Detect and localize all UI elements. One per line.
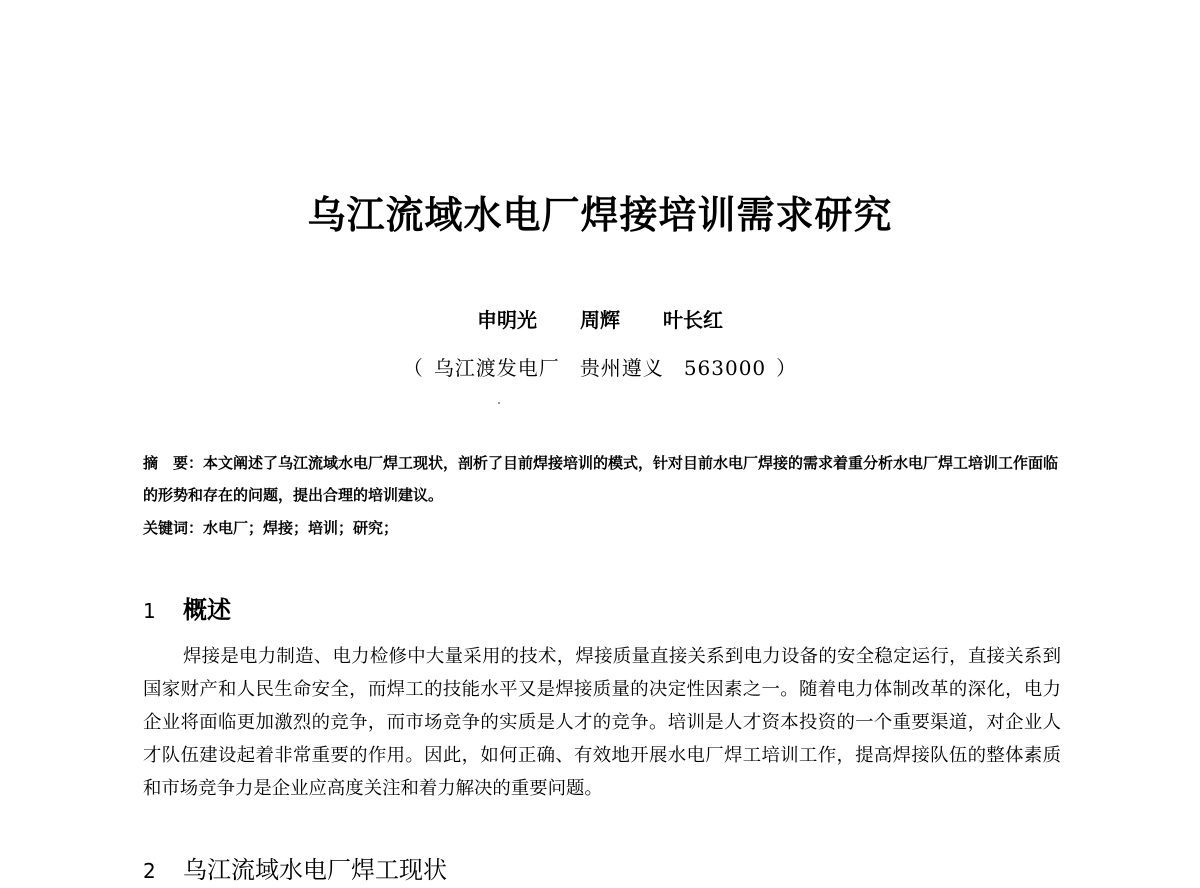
affiliation-org: 乌江渡发电厂	[433, 356, 560, 380]
abstract-text: 本文阐述了乌江流域水电厂焊工现状，剖析了目前焊接培训的模式，针对目前水电厂焊接的需求着重分析水电厂焊工培训工作面临的形势和存在的问题，提出合理的培训建议。	[143, 454, 1059, 504]
affiliation-close-paren: ）	[776, 356, 798, 380]
keywords-text: 水电厂；焊接；培训；研究；	[203, 519, 399, 537]
section-1-paragraph: 焊接是电力制造、电力检修中大量采用的技术，焊接质量直接关系到电力设备的安全稳定运行，直接关系到国家财产和人民生命安全，而焊工的技能水平又是焊接质量的决定性因素之一。随着电力体制改革的深化，电力企业将面临更加激烈的竞争，而市场竞争的实质是人才的竞争。培训是人才资本投资的一个重要渠道，对企业人才队伍建设起着非常重要的作用。因此，如何正确、有效地开展水电厂焊工培训工作，提高焊接队伍的整体素质和市场竞争力是企业应高度关注和着力解决的重要问题。	[143, 646, 1061, 799]
section-heading-2	[143, 853, 447, 888]
section-number: 2	[143, 859, 156, 883]
affiliation-open-paren: （	[402, 356, 424, 380]
section-title: 乌江流域水电厂焊工现状	[183, 856, 447, 884]
author-list	[0, 306, 1200, 334]
scan-speck	[498, 402, 500, 404]
section-number: 1	[143, 599, 156, 623]
keywords	[143, 514, 1061, 542]
affiliation-place: 贵州遵义	[579, 356, 664, 380]
author-name: 申明光	[477, 308, 538, 332]
paper-title: 乌江流域水电厂焊接培训需求研究	[307, 193, 893, 237]
section-title: 概述	[183, 596, 231, 624]
author-name: 叶长红	[662, 308, 723, 332]
affiliation-postcode: 563000	[683, 356, 767, 380]
author-affiliation	[0, 354, 1200, 382]
author-name: 周辉	[580, 308, 620, 332]
section-heading-1	[143, 593, 231, 628]
abstract-label: 摘 要：	[143, 454, 204, 472]
keywords-label: 关键词：	[143, 519, 204, 537]
abstract	[143, 447, 1061, 511]
